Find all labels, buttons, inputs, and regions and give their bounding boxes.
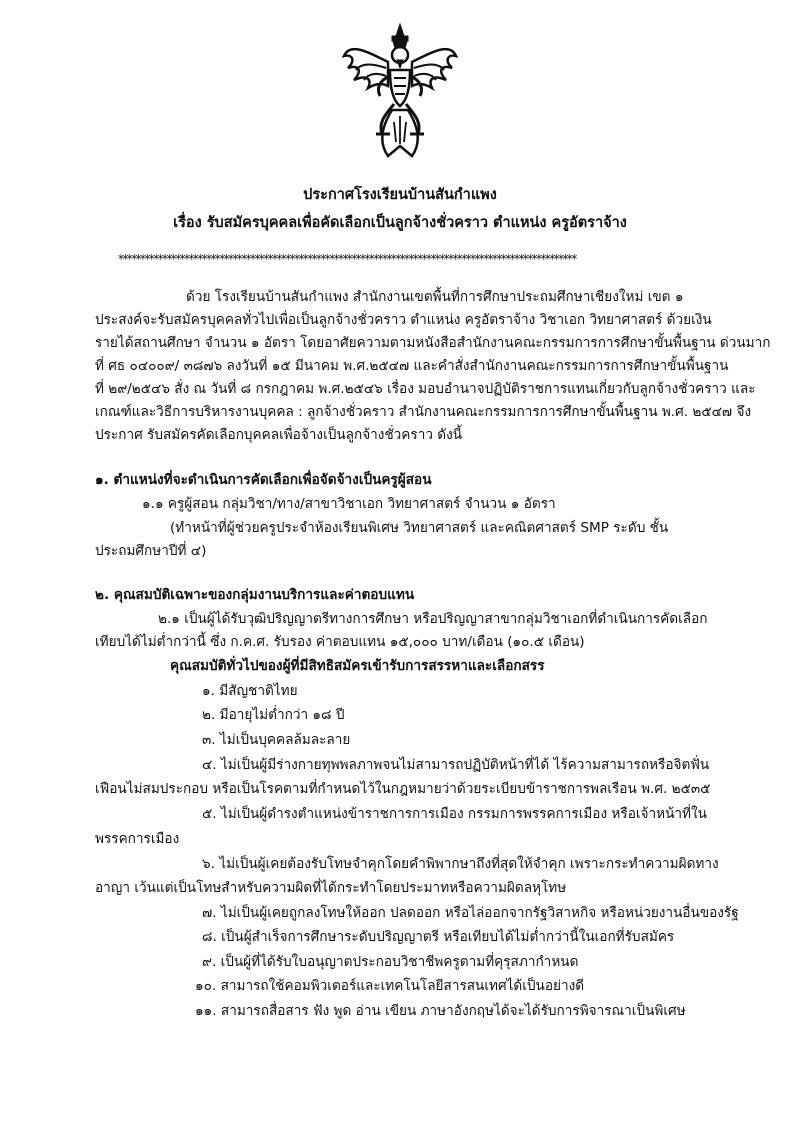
- section1-note: (ทำหน้าที่ผู้ช่วยครูประจำห้องเรียนพิเศษ วิทยาศาสตร์ และคณิตศาสตร์ SMP ระดับ ชั้น: [170, 520, 669, 536]
- qualification-item: ๑. มีสัญชาติไทย: [202, 683, 298, 699]
- qualification-item: ๘. เป็นผู้สำเร็จการศึกษาระดับปริญญาตรี หรือเทียบได้ไม่ต่ำกว่านี้ในเอกที่รับสมัคร: [202, 929, 675, 945]
- qualification-item: ๙. เป็นผู้ที่ได้รับใบอนุญาตประกอบวิชาชีพครูตามที่คุรุสภากำหนด: [202, 954, 579, 970]
- intro-line: ที่ ๒๙/๒๕๔๖ สั่ง ณ วันที่ ๘ กรกฎาคม พ.ศ.๒๕๔๖ เรื่อง มอบอำนาจปฏิบัติราชการแทนเกี่ยวกับลูกจ้างชั่วคราว และ: [95, 381, 756, 397]
- qualification-item: ๓. ไม่เป็นบุคคลล้มละลาย: [202, 732, 351, 748]
- garuda-emblem-icon: [338, 22, 462, 160]
- qualification-item: ๗. ไม่เป็นผู้เคยถูกลงโทษให้ออก ปลดออก หรือไล่ออกจากรัฐวิสาหกิจ หรือหน่วยงานอื่นของรัฐ: [202, 905, 739, 921]
- section1-heading: ๑. ตำแหน่งที่จะดำเนินการคัดเลือกเพื่อจัดจ้างเป็นครูผู้สอน: [95, 472, 432, 488]
- qualification-item: ๒. มีอายุไม่ต่ำกว่า ๑๘ ปี: [202, 707, 345, 723]
- qualification-item: ๕. ไม่เป็นผู้ดำรงตำแหน่งข้าราชการการเมือง กรรมการพรรคการเมือง หรือเจ้าหน้าที่ใน: [202, 806, 707, 822]
- general-qualifications-heading: คุณสมบัติทั่วไปของผู้ที่มีสิทธิสมัครเข้ารับการสรรหาและเลือกสรร: [170, 658, 545, 674]
- qualification-item: ๔. ไม่เป็นผู้มีร่างกายทุพพลภาพจนไม่สามารถปฏิบัติหน้าที่ได้ ไร้ความสามารถหรือจิตฟั่น: [202, 757, 710, 773]
- qualification-item: อาญา เว้นแต่เป็นโทษสำหรับความผิดที่ได้กระทำโดยประมาทหรือความผิดลหุโทษ: [95, 880, 567, 896]
- section2-item: เทียบได้ไม่ต่ำกว่านี้ ซึ่ง ก.ค.ศ. รับรอง ค่าตอบแทน ๑๕,๐๐๐ บาท/เดือน (๑๐.๕ เดือน): [95, 634, 585, 650]
- qualification-item: ๑๑. สามารถสื่อสาร ฟัง พูด อ่าน เขียน ภาษาอังกฤษได้จะได้รับการพิจารณาเป็นพิเศษ: [195, 1003, 686, 1019]
- qualification-item: เฟือนไม่สมประกอบ หรือเป็นโรคตามที่กำหนดไว้ในกฎหมายว่าด้วยระเบียบข้าราชการพลเรือน พ.ศ. ๒๕๓๕: [95, 781, 711, 797]
- section1-note: ประถมศึกษาปีที่ ๔): [95, 543, 207, 559]
- intro-line: ด้วย โรงเรียนบ้านสันกำแพง สำนักงานเขตพื้นที่การศึกษาประถมศึกษาเชียงใหม่ เขต ๑: [186, 289, 684, 305]
- intro-line: เกณฑ์และวิธีการบริหารงานบุคคล : ลูกจ้างชั่วคราว สำนักงานคณะกรรมการการศึกษาขั้นพื้นฐาน พ.ศ. ๒๕๔๗ จึง: [95, 404, 752, 420]
- section2-item: ๒.๑ เป็นผู้ได้รับวุฒิปริญญาตรีทางการศึกษา หรือปริญญาสาขากลุ่มวิชาเอกที่ดำเนินการคัดเลือก: [158, 611, 708, 627]
- intro-line: ประกาศ รับสมัครคัดเลือกบุคคลเพื่อจ้างเป็นลูกจ้างชั่วคราว ดังนี้: [95, 427, 463, 443]
- section1-item: ๑.๑ ครูผู้สอน กลุ่มวิชา/ทาง/สาขาวิชาเอก วิทยาศาสตร์ จำนวน ๑ อัตรา: [142, 496, 556, 512]
- intro-line: ประสงค์จะรับสมัครบุคคลทั่วไปเพื่อเป็นลูกจ้างชั่วคราว ตำแหน่ง ครูอัตราจ้าง วิชาเอก วิทยาศาสตร์ ด้วยเงิน: [95, 312, 712, 328]
- section2-heading: ๒. คุณสมบัติเฉพาะของกลุ่มงานบริการและค่าตอบแทน: [95, 587, 415, 603]
- announcement-subject: เรื่อง รับสมัครบุคคลเพื่อคัดเลือกเป็นลูกจ้างชั่วคราว ตำแหน่ง ครูอัตราจ้าง: [173, 215, 627, 231]
- qualification-item: ๖. ไม่เป็นผู้เคยต้องรับโทษจำคุกโดยคำพิพากษาถึงที่สุดให้จำคุก เพราะกระทำความผิดทาง: [202, 856, 719, 872]
- divider-asterisks: ********************************************************************************************************: [118, 252, 576, 266]
- intro-line: ที่ ศธ ๐๔๐๐๙/ ๓๘๗๖ ลงวันที่ ๑๕ มีนาคม พ.ศ.๒๕๔๗ และคำสั่งสำนักงานคณะกรรมการการศึกษาขั้นพื้นฐาน: [95, 358, 729, 374]
- announcement-title: ประกาศโรงเรียนบ้านสันกำแพง: [303, 187, 497, 203]
- intro-line: รายได้สถานศึกษา จำนวน ๑ อัตรา โดยอาศัยความตามหนังสือสำนักงานคณะกรรมการการศึกษาขั้นพื้นฐาน ด่วนมาก: [95, 335, 771, 351]
- qualification-item: ๑๐. สามารถใช้คอมพิวเตอร์และเทคโนโลยีสารสนเทศได้เป็นอย่างดี: [195, 978, 585, 994]
- qualification-item: พรรคการเมือง: [95, 831, 180, 847]
